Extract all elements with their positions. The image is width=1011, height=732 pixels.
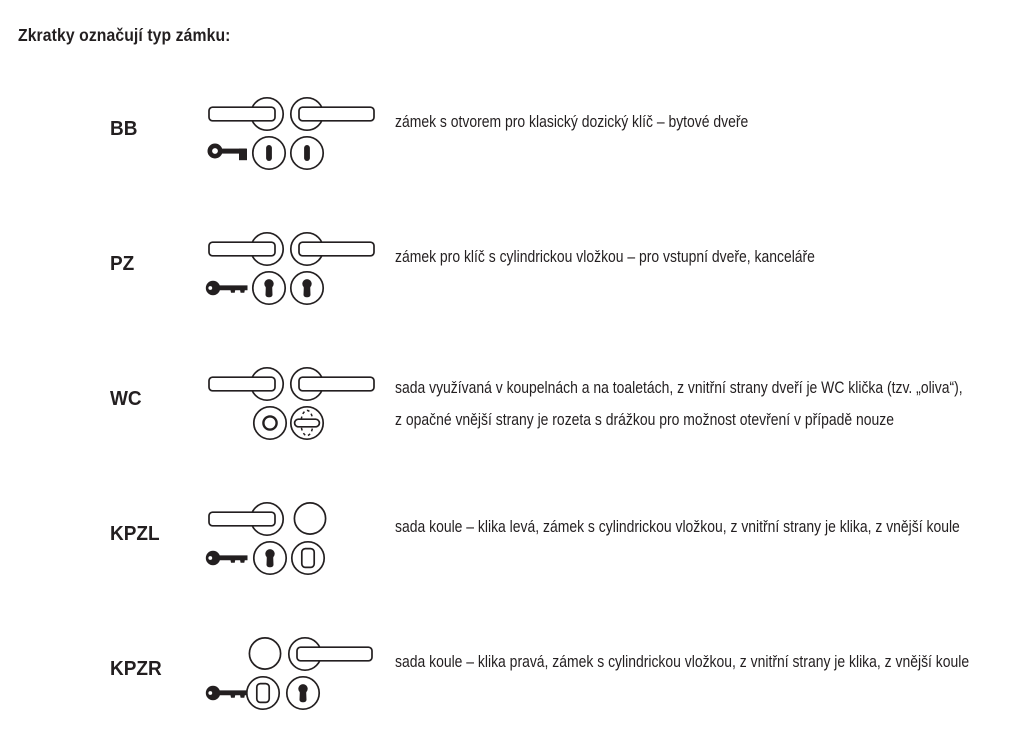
door-handle-right-icon — [288, 96, 376, 132]
pz-key-icon — [204, 540, 252, 576]
pz-keyhole-rosette-icon — [251, 270, 287, 306]
door-handle-right-icon — [288, 366, 376, 402]
lock-description-kpzr — [395, 651, 969, 672]
lock-type-row-kpzr — [0, 636, 1011, 716]
grooved-rosette-icon — [252, 405, 288, 441]
blind-rosette-icon — [290, 540, 326, 576]
wc-thumbturn-rosette-icon — [289, 405, 325, 441]
lock-description-pz — [395, 246, 815, 267]
description-line: z opačné vnější strany je rozeta s drážkou pro možnost otevření v případě nouze — [395, 410, 895, 429]
lock-code-kpzr: KPZR — [110, 658, 162, 680]
lock-type-row-bb — [0, 96, 1011, 176]
description-line: sada koule – klika levá, zámek s cylindrickou vložkou, z vnitřní strany je klika, z vnější koule — [395, 517, 960, 536]
bb-key-icon — [206, 135, 252, 171]
lock-description-wc — [395, 372, 963, 436]
door-knob-icon — [245, 636, 285, 672]
description-line: sada využívaná v koupelnách a na toaletách, z vnitřní strany dveří je WC klička (tzv. „oliva“), — [395, 378, 963, 397]
pz-keyhole-rosette-icon — [252, 540, 288, 576]
door-handle-left-icon — [208, 231, 286, 267]
description-line: zámek s otvorem pro klasický dozický klíč – bytové dveře — [395, 112, 749, 131]
description-line: zámek pro klíč s cylindrickou vložkou – pro vstupní dveře, kanceláře — [395, 247, 815, 266]
door-handle-left-icon — [208, 366, 286, 402]
lock-type-row-kpzl — [0, 501, 1011, 581]
pz-key-icon — [204, 270, 252, 306]
lock-code-bb: BB — [110, 118, 138, 140]
door-handle-left-icon — [208, 96, 286, 132]
bb-keyhole-rosette-icon — [289, 135, 325, 171]
lock-description-kpzl — [395, 516, 960, 537]
lock-type-row-wc — [0, 366, 1011, 446]
door-knob-icon — [290, 501, 330, 537]
description-line: sada koule – klika pravá, zámek s cylindrickou vložkou, z vnitřní strany je klika, z vnější koule — [395, 652, 970, 671]
lock-type-row-pz — [0, 231, 1011, 311]
bb-keyhole-rosette-icon — [251, 135, 287, 171]
lock-code-wc: WC — [110, 388, 142, 410]
door-handle-left-icon — [208, 501, 286, 537]
door-handle-right-icon — [286, 636, 374, 672]
blind-rosette-icon — [245, 675, 281, 711]
door-handle-right-icon — [288, 231, 376, 267]
lock-code-kpzl: KPZL — [110, 523, 160, 545]
lock-code-pz: PZ — [110, 253, 135, 275]
pz-keyhole-rosette-icon — [285, 675, 321, 711]
pz-keyhole-rosette-icon — [289, 270, 325, 306]
lock-description-bb — [395, 111, 748, 132]
page-title: Zkratky označují typ zámku: — [18, 25, 231, 45]
